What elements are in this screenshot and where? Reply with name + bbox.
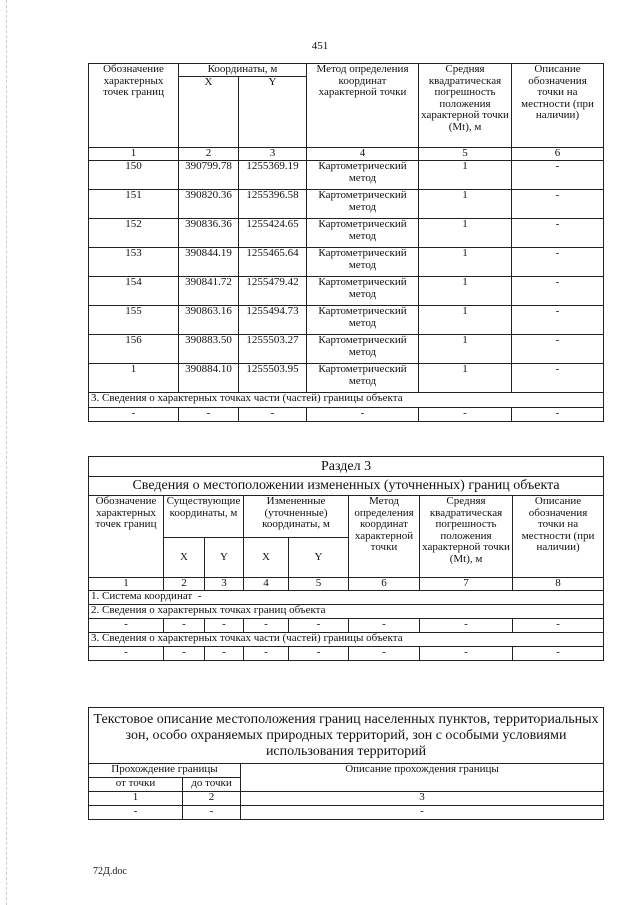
description: - xyxy=(512,190,604,219)
description: - xyxy=(512,277,604,306)
section-subtitle: Сведения о местоположении измененных (уточненных) границ объекта xyxy=(89,477,604,496)
dash-cell: - xyxy=(164,619,205,633)
mt-value: 1 xyxy=(419,248,512,277)
header-x: X xyxy=(179,77,239,148)
column-number: 6 xyxy=(512,148,604,161)
coord-y: 1255465.64 xyxy=(239,248,307,277)
dash-cell: - xyxy=(89,647,164,661)
column-number: 3 xyxy=(239,148,307,161)
column-number: 5 xyxy=(289,578,349,591)
dash-row xyxy=(89,806,604,820)
header-designation: Обозначение характерных точек границ xyxy=(89,496,164,578)
table-row xyxy=(89,161,604,190)
header-passage: Прохождение границы xyxy=(89,764,241,778)
header-existing-coordinates: Существующие координаты, м xyxy=(164,496,244,538)
coord-y: 1255369.19 xyxy=(239,161,307,190)
dash-cell: - xyxy=(89,408,179,422)
point-number: 152 xyxy=(89,219,179,248)
header-designation: Обозначение характерных точек границ xyxy=(89,64,179,148)
point-number: 154 xyxy=(89,277,179,306)
dash-cell: - xyxy=(420,619,513,633)
dash-cell: - xyxy=(89,806,183,820)
column-number: 1 xyxy=(89,578,164,591)
dash-cell: - xyxy=(307,408,419,422)
dash-cell: - xyxy=(183,806,241,820)
column-number: 2 xyxy=(179,148,239,161)
coord-y: 1255494.73 xyxy=(239,306,307,335)
dash-cell: - xyxy=(241,806,604,820)
dash-row xyxy=(89,647,604,661)
mt-value: 1 xyxy=(419,161,512,190)
table-row xyxy=(89,306,604,335)
coord-system-row xyxy=(89,591,604,605)
coord-x: 390799.78 xyxy=(179,161,239,190)
coord-x: 390820.36 xyxy=(179,190,239,219)
description: - xyxy=(512,248,604,277)
mt-value: 1 xyxy=(419,306,512,335)
method: Картометрический метод xyxy=(307,190,419,219)
table-row xyxy=(89,277,604,306)
coord-y: 1255503.95 xyxy=(239,364,307,393)
coord-x: 390844.19 xyxy=(179,248,239,277)
scan-edge xyxy=(6,0,7,905)
column-number: 5 xyxy=(419,148,512,161)
mt-value: 1 xyxy=(419,219,512,248)
header-changed-coordinates: Измененные (уточненные) координаты, м xyxy=(244,496,349,538)
coord-y: 1255479.42 xyxy=(239,277,307,306)
header-passage-description: Описание прохождения границы xyxy=(241,764,604,792)
dash-row xyxy=(89,408,604,422)
section-3-label: 3. Сведения о характерных точках части (частей) границы объекта xyxy=(89,393,604,408)
section-2-label: 2. Сведения о характерных точках границ объекта xyxy=(89,605,604,619)
mt-value: 1 xyxy=(419,335,512,364)
dash-cell: - xyxy=(244,619,289,633)
dash-cell: - xyxy=(179,408,239,422)
coord-x: 390841.72 xyxy=(179,277,239,306)
method: Картометрический метод xyxy=(307,306,419,335)
column-number: 7 xyxy=(420,578,513,591)
header-error: Средняя квадратическая погрешность положения характерной точки (Mt), м xyxy=(419,64,512,148)
header-changed-x: X xyxy=(244,538,289,578)
column-number: 2 xyxy=(183,792,241,806)
text-description-title: Текстовое описание местоположения границ населенных пунктов, территориальных зон, особо охраняемых природных территорий, зон с особыми условиями использования территорий xyxy=(89,708,604,764)
method: Картометрический метод xyxy=(307,364,419,393)
coord-x: 390884.10 xyxy=(179,364,239,393)
column-number: 6 xyxy=(349,578,420,591)
dash-cell: - xyxy=(349,619,420,633)
method: Картометрический метод xyxy=(307,219,419,248)
column-number: 1 xyxy=(89,792,183,806)
dash-cell: - xyxy=(289,647,349,661)
column-number: 3 xyxy=(205,578,244,591)
dash-cell: - xyxy=(205,647,244,661)
description: - xyxy=(512,364,604,393)
coord-y: 1255424.65 xyxy=(239,219,307,248)
dash-cell: - xyxy=(205,619,244,633)
dash-cell: - xyxy=(164,647,205,661)
dash-cell: - xyxy=(239,408,307,422)
table-row xyxy=(89,219,604,248)
point-number: 1 xyxy=(89,364,179,393)
column-number: 1 xyxy=(89,148,179,161)
file-name: 72Д.doc xyxy=(93,866,127,877)
section-3-label: 3. Сведения о характерных точках части (частей) границы объекта xyxy=(89,633,604,647)
coord-y: 1255396.58 xyxy=(239,190,307,219)
coordinates-table xyxy=(88,63,604,422)
dash-cell: - xyxy=(89,619,164,633)
dash-cell: - xyxy=(420,647,513,661)
header-error: Средняя квадратическая погрешность положения характерной точки (Mt), м xyxy=(420,496,513,578)
description: - xyxy=(512,306,604,335)
coord-y: 1255503.27 xyxy=(239,335,307,364)
coord-x: 390836.36 xyxy=(179,219,239,248)
column-numbers-row xyxy=(89,148,604,161)
point-number: 155 xyxy=(89,306,179,335)
header-method: Метод определения координат характерной точки xyxy=(307,64,419,148)
dash-row xyxy=(89,619,604,633)
method: Картометрический метод xyxy=(307,335,419,364)
table-row xyxy=(89,190,604,219)
description: - xyxy=(512,219,604,248)
description: - xyxy=(512,335,604,364)
column-number: 4 xyxy=(307,148,419,161)
column-number: 2 xyxy=(164,578,205,591)
header-description: Описание обозначения точки на местности (при наличии) xyxy=(512,64,604,148)
column-numbers-row xyxy=(89,578,604,591)
page-number: 451 xyxy=(311,40,329,52)
mt-value: 1 xyxy=(419,277,512,306)
point-number: 150 xyxy=(89,161,179,190)
header-to-point: до точки xyxy=(183,778,241,792)
point-number: 156 xyxy=(89,335,179,364)
column-number: 4 xyxy=(244,578,289,591)
method: Картометрический метод xyxy=(307,277,419,306)
method: Картометрический метод xyxy=(307,248,419,277)
header-changed-y: Y xyxy=(289,538,349,578)
section-title: Раздел 3 xyxy=(89,457,604,477)
table-row xyxy=(89,364,604,393)
dash-cell: - xyxy=(512,408,604,422)
coord-x: 390883.50 xyxy=(179,335,239,364)
dash-cell: - xyxy=(244,647,289,661)
column-number: 8 xyxy=(513,578,604,591)
table-row xyxy=(89,335,604,364)
point-number: 153 xyxy=(89,248,179,277)
header-coordinates: Координаты, м xyxy=(179,64,307,77)
dash-cell: - xyxy=(349,647,420,661)
description: - xyxy=(512,161,604,190)
header-existing-y: Y xyxy=(205,538,244,578)
coord-system-label: 1. Система координат xyxy=(91,590,193,602)
point-number: 151 xyxy=(89,190,179,219)
column-numbers-row xyxy=(89,792,604,806)
method: Картометрический метод xyxy=(307,161,419,190)
coord-x: 390863.16 xyxy=(179,306,239,335)
header-y: Y xyxy=(239,77,307,148)
header-description: Описание обозначения точки на местности (при наличии) xyxy=(513,496,604,578)
dash-cell: - xyxy=(513,647,604,661)
dash-cell: - xyxy=(289,619,349,633)
mt-value: 1 xyxy=(419,190,512,219)
column-number: 3 xyxy=(241,792,604,806)
header-existing-x: X xyxy=(164,538,205,578)
header-from-point: от точки xyxy=(89,778,183,792)
dash-cell: - xyxy=(513,619,604,633)
mt-value: 1 xyxy=(419,364,512,393)
table-row xyxy=(89,248,604,277)
section3-table xyxy=(88,456,604,661)
coord-system-value: - xyxy=(197,590,202,602)
header-method: Метод определения координат характерной точки xyxy=(349,496,420,578)
text-description-table xyxy=(88,707,604,820)
dash-cell: - xyxy=(419,408,512,422)
